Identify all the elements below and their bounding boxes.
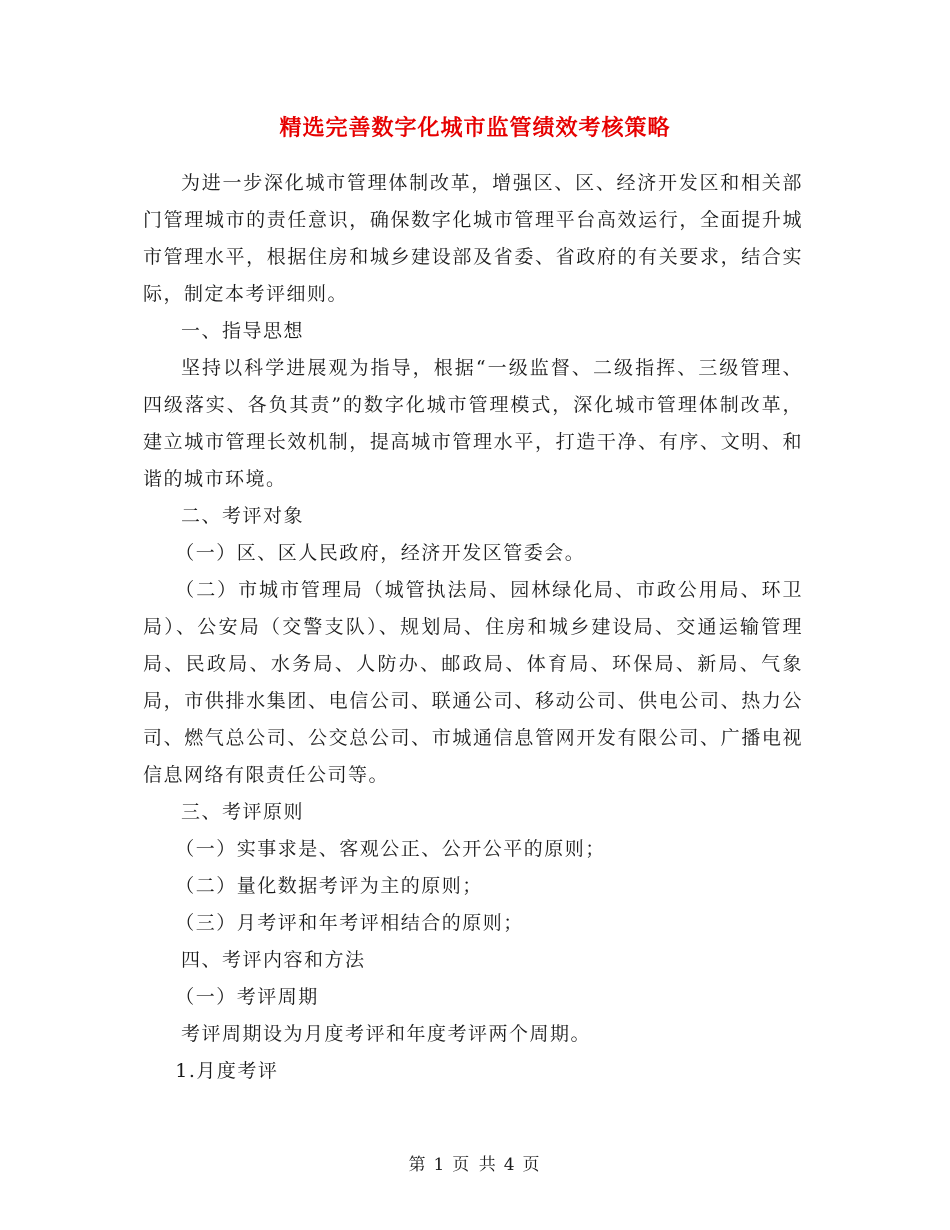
- guiding-ideology-paragraph: 坚持以科学进展观为指导，根据“一级监督、二级指挥、三级管理、四级落实、各负其责”的数字化城市管理模式，深化城市管理体制改革，建立城市管理长效机制，提高城市管理水平，打造干净、有序、文明、和谐的城市环境。: [143, 357, 803, 490]
- principle-item-3: （三）月考评和年考评相结合的原则；: [175, 912, 524, 934]
- principle-item-2: （二）量化数据考评为主的原则；: [175, 875, 483, 897]
- page-footer: [0, 1153, 950, 1177]
- evaluation-cycle-paragraph: 考评周期设为月度考评和年度考评两个周期。: [181, 1023, 592, 1045]
- section-heading-evaluation-targets: 二、考评对象: [181, 505, 305, 527]
- section-heading-guiding-ideology: 一、指导思想: [181, 320, 305, 342]
- document-body: [143, 165, 803, 1090]
- section-heading-content-methods: 四、考评内容和方法: [181, 949, 366, 971]
- footer-page-total: 4: [503, 1155, 517, 1175]
- footer-page-number: 1: [433, 1155, 447, 1175]
- evaluation-target-item-1: （一）区、区人民政府，经济开发区管委会。: [175, 542, 586, 564]
- document-title: 精选完善数字化城市监管绩效考核策略: [279, 115, 671, 141]
- footer-mid: 页 共: [452, 1155, 498, 1175]
- footer-prefix: 第: [408, 1155, 428, 1175]
- evaluation-target-item-2: （二）市城市管理局（城管执法局、园林绿化局、市政公用局、环卫局）、公安局（交警支队）、规划局、住房和城乡建设局、交通运输管理局、民政局、水务局、人防办、邮政局、体育局、环保局、新局、气象局，市供排水集团、电信公司、联通公司、移动公司、供电公司、热力公司、燃气总公司、公交总公司、市城通信息管网开发有限公司、广播电视信息网络有限责任公司等。: [143, 579, 803, 786]
- footer-suffix: 页: [522, 1155, 542, 1175]
- principle-item-1: （一）实事求是、客观公正、公开公平的原则；: [175, 838, 606, 860]
- intro-paragraph: 为进一步深化城市管理体制改革，增强区、区、经济开发区和相关部门管理城市的责任意识，确保数字化城市管理平台高效运行，全面提升城市管理水平，根据住房和城乡建设部及省委、省政府的有关要求，结合实际，制定本考评细则。: [143, 172, 803, 305]
- subsection-heading-evaluation-cycle: （一）考评周期: [175, 986, 319, 1008]
- subsection-heading-monthly-evaluation: 1.月度考评: [175, 1060, 279, 1082]
- section-heading-evaluation-principles: 三、考评原则: [181, 801, 305, 823]
